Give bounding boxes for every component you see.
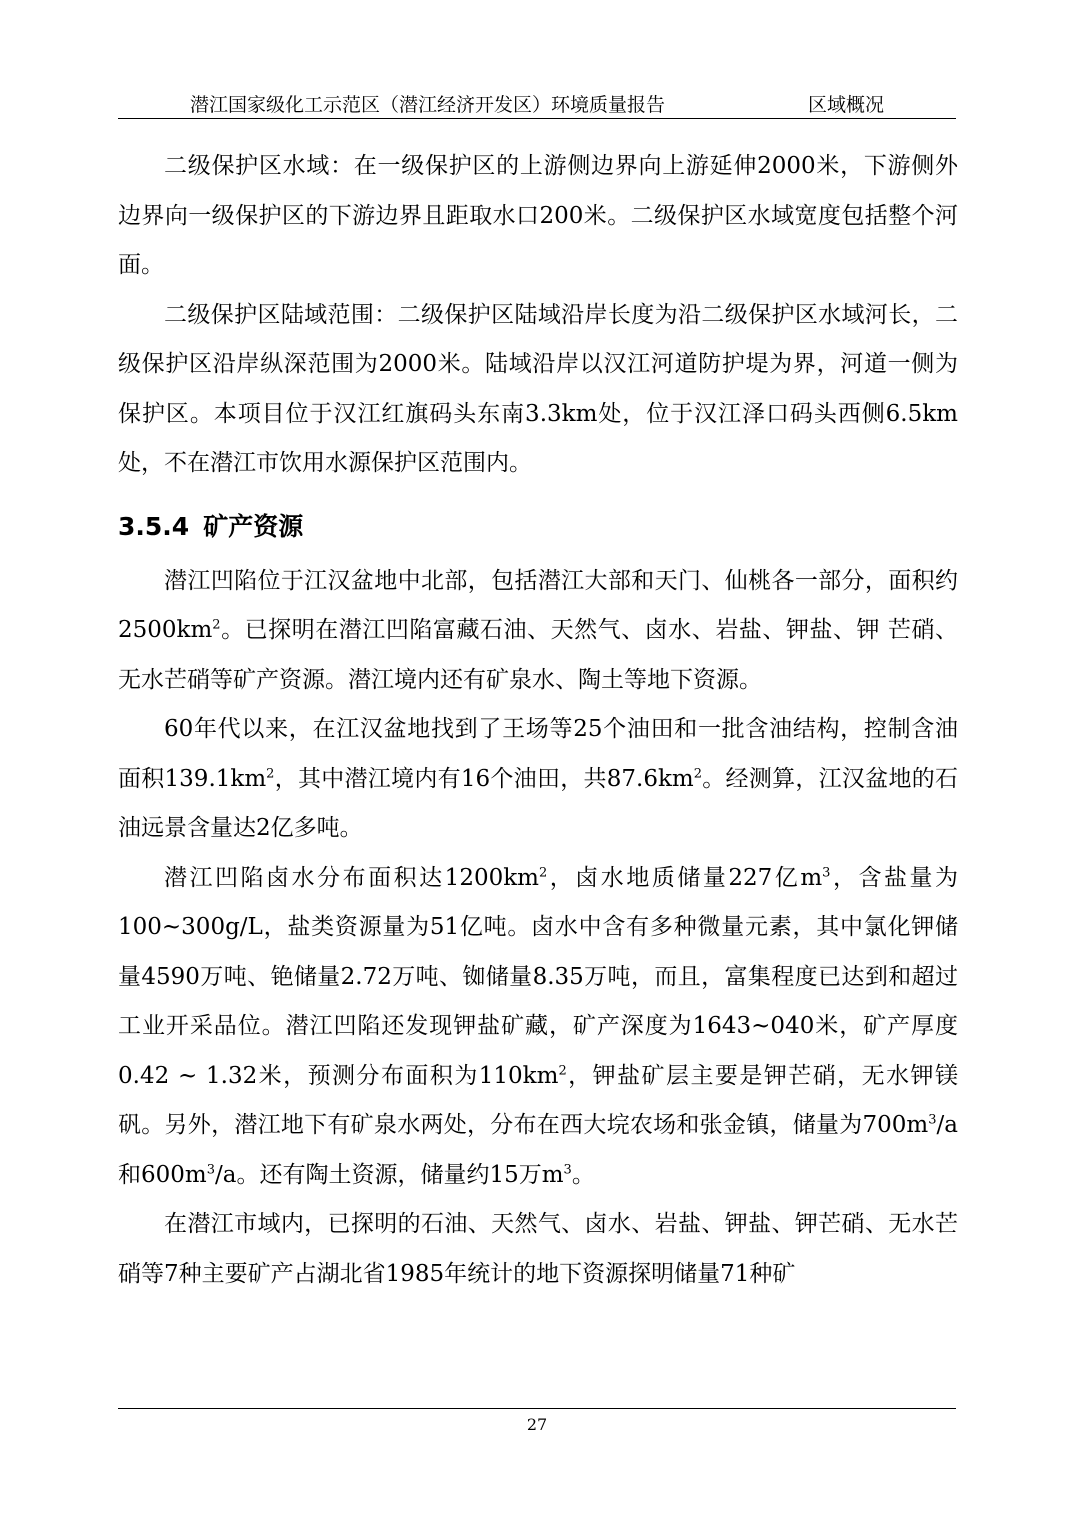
section-number: 3.5.4 [118,511,190,541]
page-number: 27 [526,1415,548,1434]
section-title: 矿产资源 [203,511,304,541]
header-title: 潜江国家级化工示范区（潜江经济开发区）环境质量报告 [190,94,666,116]
paragraph: 在潜江市域内，已探明的石油、天然气、卤水、岩盐、钾盐、钾芒硝、无水芒硝等7种主要矿产占湖北省1985年统计的地下资源探明储量71种矿 [118,1211,958,1287]
section-heading [118,507,958,543]
page-header [118,88,956,119]
paragraph: 60年代以来，在江汉盆地找到了王场等25个油田和一批含油结构，控制含油面积$139.1km^2$，其中潜江境内有16个油田，共$87.6km^2$。经测算，江汉盆地的石油远景含量达2亿多吨。 [118,716,959,841]
page-body [118,142,958,1299]
paragraph: 二级保护区陆域范围：二级保护区陆域沿岸长度为沿二级保护区水域河长，二级保护区沿岸纵深范围为2000米。陆域沿岸以汉江河道防护堤为界，河道一侧为保护区。本项目位于汉江红旗码头东南3.3km处，位于汉江泽口码头西侧6.5km处，不在潜江市饮用水源保护区范围内。 [118,301,958,476]
paragraph: 潜江凹陷位于江汉盆地中北部，包括潜江大部和天门、仙桃各一部分，面积约$2500km^2$。已探明在潜江凹陷富藏石油、天然气、卤水、岩盐、钾盐、钾 芒硝、无水芒硝等矿产资源。潜江境内还有矿泉水、陶土等地下资源。 [118,567,958,693]
paragraph: 二级保护区水域：在一级保护区的上游侧边界向上游延伸2000米，下游侧外边界向一级保护区的下游边界且距取水口200米。二级保护区水域宽度包括整个河面。 [118,153,958,278]
footer-rule [118,1408,956,1409]
header-section: 区域概况 [807,94,884,116]
paragraph: 潜江凹陷卤水分布面积达$1200km^2$，卤水地质储量227亿$m^3$，含盐量为100~300g/L，盐类资源量为51亿吨。卤水中含有多种微量元素，其中氯化钾储量4590万吨、铯储量2.72万吨、铷储量8.35万吨，而且，富集程度已达到和超过工业开采品位。潜江凹陷还发现钾盐矿藏，矿产深度为1643~040米，矿产厚度0.42 ~ 1.32米，预测分布面积为$110km^2$，钾盐矿层主要是钾芒硝，无水钾镁矾。另外，潜江地下有矿泉水两处，分布在西大垸农场和张金镇，储量为$700m^3/a$和$600m^3/a$。还有陶土资源，储量约15万$m^3$。 [118,864,959,1188]
